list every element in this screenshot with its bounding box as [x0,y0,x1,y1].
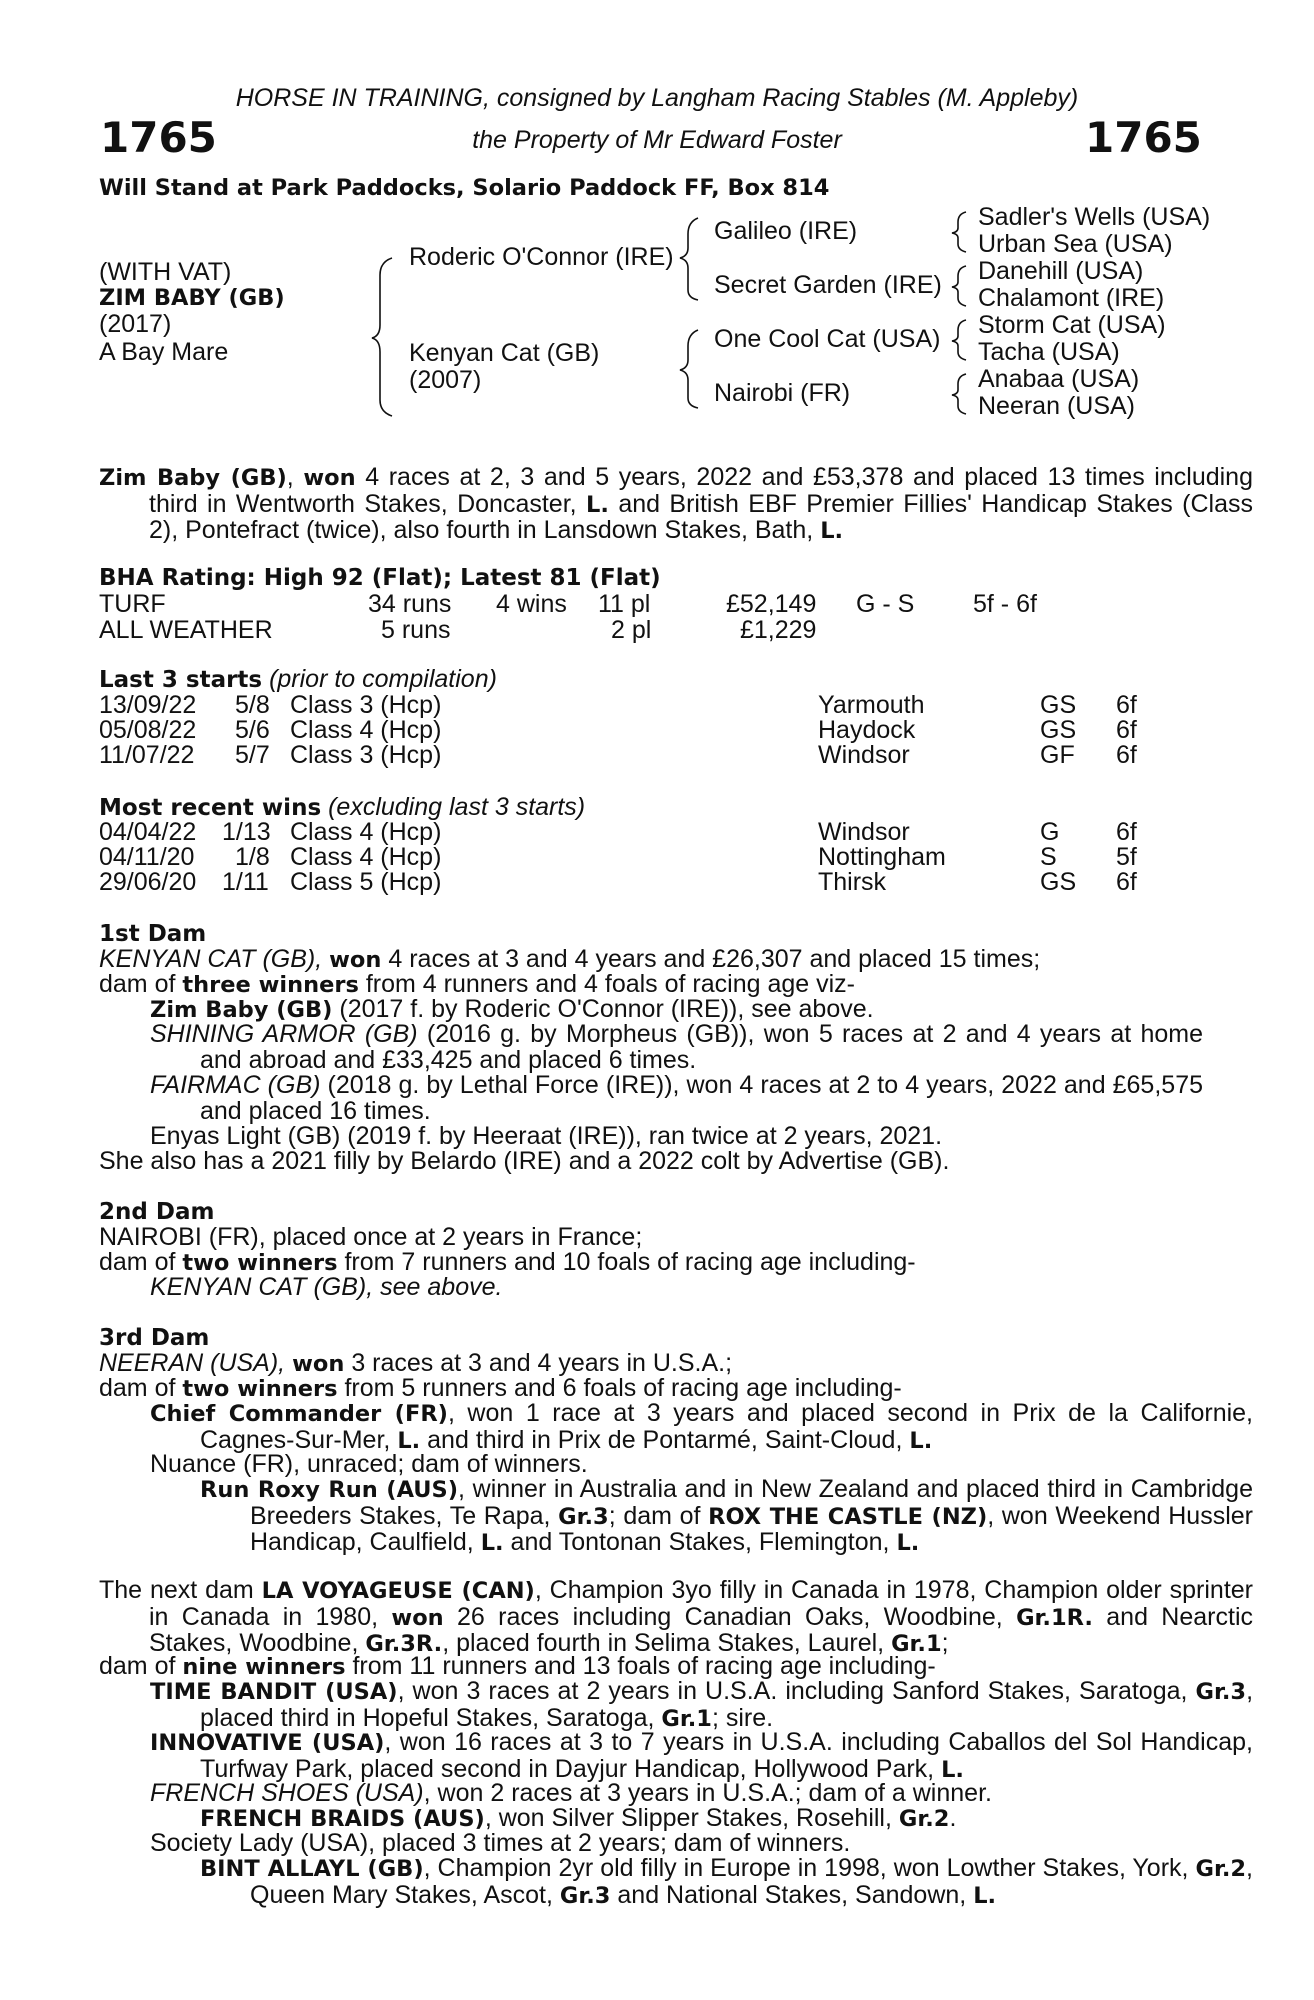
win-course: Windsor [818,818,910,846]
win-course: Thirsk [818,868,887,896]
horse-name: ZIM BABY (GB) [99,285,285,311]
text: dam of [99,1374,176,1402]
start-class: Class 3 (Hcp) [290,691,442,719]
win-class: Class 4 (Hcp) [290,843,442,871]
group-marker: Gr.3 [559,1882,611,1909]
win-distance: 6f [1116,868,1137,896]
produce-name: FAIRMAC (GB) [150,1071,321,1099]
produce-record: , won Silver Slipper Stakes, Rosehill, [484,1804,892,1832]
sire: Roderic O'Connor (IRE) [409,243,674,271]
last-starts-heading: Last 3 starts [99,667,263,693]
rating-going: G - S [856,590,915,618]
produce-item [150,1679,1253,1732]
start-going: GS [1040,691,1077,719]
produce-item [150,1275,502,1301]
first-dam-name: KENYAN CAT (GB), [99,945,323,973]
text: dam of [99,1248,176,1276]
listed-marker: L. [909,1427,933,1454]
win-date: 29/06/20 [99,868,197,896]
listed-marker: L. [397,1427,421,1454]
text: , Champion 3yo filly in Canada in 1978, Champion older sprinter in Canada in 1980, [149,1576,1253,1631]
last-starts-note: (prior to compilation) [269,665,497,693]
text: , placed fourth in Selima Stakes, Laurel, [442,1629,885,1657]
produce-record: , won 2 races at 3 years in U.S.A.; dam of a winner. [423,1779,992,1807]
summary-text-1: 4 races at 2, 3 and 5 years, 2022 and £53,378 and placed 13 times including third in Wentworth Stakes, Doncaster, [149,463,1253,518]
win-going: GS [1040,868,1077,896]
start-distance: 6f [1116,741,1137,769]
produce-name: FRENCH SHOES (USA) [150,1779,424,1807]
produce-name: Run Roxy Run (AUS) [200,1477,459,1503]
win-position: 1/8 [235,843,270,871]
dam-sire-sire: Storm Cat (USA) [978,311,1166,339]
text: from 5 runners and 6 foals of racing age including- [344,1374,902,1402]
produce-item: Enyas Light (GB) (2019 f. by Heeraat (IRE)), ran twice at 2 years, 2021. [150,1122,943,1150]
produce-record: and third in Prix de Pontarmé, Saint-Cloud, [427,1425,903,1454]
rating-wins: 4 wins [496,590,567,618]
produce-name: Chief Commander (FR) [150,1401,448,1427]
start-going: GF [1040,741,1075,769]
summary-won: won [303,465,356,491]
produce-item [150,1781,992,1807]
produce-item [150,1730,1253,1783]
dam-sire-dam: Tacha (USA) [978,338,1120,366]
third-dam-name: NEERAN (USA), [99,1349,286,1377]
produce-name: TIME BANDIT (USA) [150,1679,398,1705]
sire-dam: Secret Garden (IRE) [714,271,942,299]
next-dam-name: LA VOYAGEUSE (CAN) [261,1578,535,1604]
first-dam-record: 4 races at 3 and 4 years and £26,307 and placed 15 times; [388,945,1041,973]
listed-marker: L. [896,1530,920,1556]
rating-distance: 5f - 6f [973,590,1037,618]
start-distance: 6f [1116,716,1137,744]
group-marker: Gr.3 [558,1503,609,1530]
stand-location: Will Stand at Park Paddocks, Solario Paddock FF, Box 814 [99,175,830,201]
produce-record: , won 3 races at 2 years in U.S.A. including Sanford Stakes, Saratoga, [397,1677,1188,1705]
start-position: 5/7 [235,741,270,769]
winners-count: three winners [182,972,359,998]
produce-name: FRENCH BRAIDS (AUS) [200,1806,485,1832]
second-dam-line: NAIROBI (FR), placed once at 2 years in France; [99,1223,643,1251]
rating-runs: 34 runs [368,590,452,618]
group-marker: Gr.1 [891,1631,942,1657]
win-going: S [1040,843,1057,871]
text: dam of [99,970,176,998]
recent-wins-note: (excluding last 3 starts) [328,793,586,821]
produce-record: and Tontonan Stakes, Flemington, [510,1528,890,1556]
summary-listed-2: L. [820,518,844,544]
win-position: 1/13 [222,818,271,846]
produce-name: Zim Baby (GB) [150,997,333,1023]
win-course: Nottingham [818,843,946,871]
text: ; [941,1629,949,1657]
produce-record: , Queen Mary Stakes, Ascot, [250,1854,1253,1909]
win-class: Class 4 (Hcp) [290,818,442,846]
rating-prize: £1,229 [740,616,817,644]
dam-dam-dam: Neeran (USA) [978,392,1135,420]
produce-record: , won 1 race at 3 years and placed second in Prix de la Californie, Cagnes-Sur-Mer, [200,1399,1254,1454]
first-dam-heading: 1st Dam [99,921,207,947]
listed-marker: L. [941,1756,964,1783]
produce-record: , won 16 races at 3 to 7 years in U.S.A. including Caballos del Sol Handicap, Turfway Park, placed second in Dayjur Handicap, Hollywood Park, [200,1728,1253,1783]
group-marker: Gr.2 [898,1806,950,1832]
text: dam of [99,1652,176,1680]
start-course: Yarmouth [818,691,925,719]
text: 26 races including Canadian Oaks, Woodbine, [457,1602,1003,1631]
start-class: Class 3 (Hcp) [290,741,442,769]
produce-record: (2016 g. by Morpheus (GB)), won 5 races at 2 and 4 years at home and abroad and £33,425 and placed 6 times. [200,1020,1203,1074]
next-dam-paragraph [99,1578,1253,1658]
text: The next dam [99,1576,254,1604]
rating-surface: TURF [99,590,166,618]
rating-runs: 5 runs [381,616,451,644]
sire-dam-sire: Danehill (USA) [978,257,1144,285]
produce-name: SHINING ARMOR (GB) [150,1020,418,1048]
start-class: Class 4 (Hcp) [290,716,442,744]
rating-placed: 11 pl [598,590,651,618]
summary-horse-name: Zim Baby (GB) [99,465,287,491]
summary-text-2: and British EBF Premier Fillies' Handicap Stakes (Class 2), Pontefract (twice), also fourth in Lansdown Stakes, Bath, [149,489,1253,544]
text: from 4 runners and 4 foals of racing age viz- [365,970,855,998]
dam-sire: One Cool Cat (USA) [714,325,941,353]
start-course: Windsor [818,741,910,769]
text: from 11 runners and 13 foals of racing age including- [352,1652,936,1680]
win-date: 04/11/20 [99,843,195,871]
start-going: GS [1040,716,1077,744]
produce-item [150,1073,1203,1124]
first-dam-note: She also has a 2021 filly by Belardo (IRE) and a 2022 colt by Advertise (GB). [99,1147,950,1175]
third-dam-heading: 3rd Dam [99,1325,210,1351]
produce-record: , Champion 2yr old filly in Europe in 1998, won Lowther Stakes, York, [423,1854,1189,1882]
win-date: 04/04/22 [99,818,197,846]
produce-record: and National Stakes, Sandown, [617,1880,967,1909]
sire-dam-dam: Chalamont (IRE) [978,284,1165,312]
produce-record: , placed third in Hopeful Stakes, Saratoga, [200,1677,1254,1732]
win-position: 1/11 [222,868,269,896]
produce-name: KENYAN CAT (GB) [150,1273,367,1301]
group-marker: Gr.2 [1195,1856,1247,1882]
next-dam-won: won [391,1604,444,1631]
group-marker: Gr.1 [661,1705,712,1732]
win-going: G [1040,818,1060,846]
produce-record: , won Weekend Hussler Handicap, Caulfield, [250,1501,1253,1556]
produce-record: (2017 f. by Roderic O'Connor (IRE)), see above. [339,995,874,1023]
produce-record: (2018 g. by Lethal Force (IRE)), won 4 races at 2 to 4 years, 2022 and £65,575 and placed 16 times. [200,1071,1203,1125]
text: and Nearctic Stakes, Woodbine, [149,1602,1253,1657]
property-line: the Property of Mr Edward Foster [472,126,842,154]
start-date: 05/08/22 [99,716,197,744]
recent-wins-heading: Most recent wins [99,795,322,821]
horse-year: (2017) [99,310,172,338]
second-dam-heading: 2nd Dam [99,1199,215,1225]
start-distance: 6f [1116,691,1137,719]
last-starts-heading-line [99,667,497,694]
listed-marker: L. [480,1530,504,1556]
third-dam-won: won [292,1351,345,1377]
win-distance: 5f [1116,843,1137,871]
dam-dam-sire: Anabaa (USA) [978,365,1140,393]
dam-dam: Nairobi (FR) [714,379,851,407]
produce-item [150,1022,1203,1073]
group-marker: Gr.3R. [365,1631,443,1657]
first-dam-won: won [329,947,382,973]
winners-count: two winners [182,1376,338,1402]
win-distance: 6f [1116,818,1137,846]
rating-prize: £52,149 [726,590,817,618]
lot-number-left: 1765 [100,113,217,162]
produce-record: , see above. [366,1273,503,1301]
produce-name: INNOVATIVE (USA) [150,1730,385,1756]
rating-heading: BHA Rating: High 92 (Flat); Latest 81 (Flat) [99,565,661,591]
produce-name: ROX THE CASTLE (NZ) [708,1503,988,1530]
racing-summary: Zim Baby (GB), won 4 races at 2, 3 and 5 years, 2022 and £53,378 and placed 13 times including third in Wentworth Stakes, Doncaster, L. and British EBF Premier Fillies' Handicap Stakes (Class 2), Pontefract (twice), also fourth in Lansdown Stakes, Bath, L. [99,463,1253,544]
produce-name: BINT ALLAYL (GB) [200,1856,424,1882]
produce-item [150,1401,1253,1454]
start-date: 13/09/22 [99,691,197,719]
group-marker: Gr.1R. [1016,1604,1093,1631]
sire-sire-dam: Urban Sea (USA) [978,230,1173,258]
start-date: 11/07/22 [99,741,195,769]
produce-item: Nuance (FR), unraced; dam of winners. [150,1450,588,1478]
dam-year: (2007) [409,366,482,394]
rating-surface: ALL WEATHER [99,616,273,644]
lot-number-right: 1765 [1085,113,1202,162]
start-position: 5/8 [235,691,270,719]
produce-record: ; sire. [711,1703,774,1732]
produce-item [200,1477,1253,1557]
summary-listed-1: L. [586,491,609,518]
winners-count: nine winners [182,1654,346,1680]
produce-record: ; dam of [608,1501,701,1530]
produce-record: , winner in Australia and in New Zealand and placed third in Cambridge Breeders Stakes, Te Rapa, [250,1475,1253,1530]
group-marker: Gr.3 [1195,1679,1247,1705]
horse-description: A Bay Mare [99,338,229,366]
start-course: Haydock [818,716,916,744]
listed-marker: L. [973,1882,997,1909]
win-class: Class 5 (Hcp) [290,868,442,896]
sire-sire-sire: Sadler's Wells (USA) [978,203,1211,231]
text: from 7 runners and 10 foals of racing age including- [344,1248,916,1276]
dam: Kenyan Cat (GB) [409,339,600,367]
start-position: 5/6 [235,716,270,744]
rating-placed: 2 pl [611,616,652,644]
winners-count: two winners [182,1250,338,1276]
produce-item [200,1856,1253,1909]
consignment-line: HORSE IN TRAINING, consigned by Langham Racing Stables (M. Appleby) [235,84,1079,112]
produce-item: Society Lady (USA), placed 3 times at 2 years; dam of winners. [150,1829,851,1857]
vat-note: (WITH VAT) [99,258,232,286]
third-dam-record: 3 races at 3 and 4 years in U.S.A.; [351,1349,733,1377]
sire-sire: Galileo (IRE) [714,217,858,245]
produce-record: . [949,1804,957,1832]
